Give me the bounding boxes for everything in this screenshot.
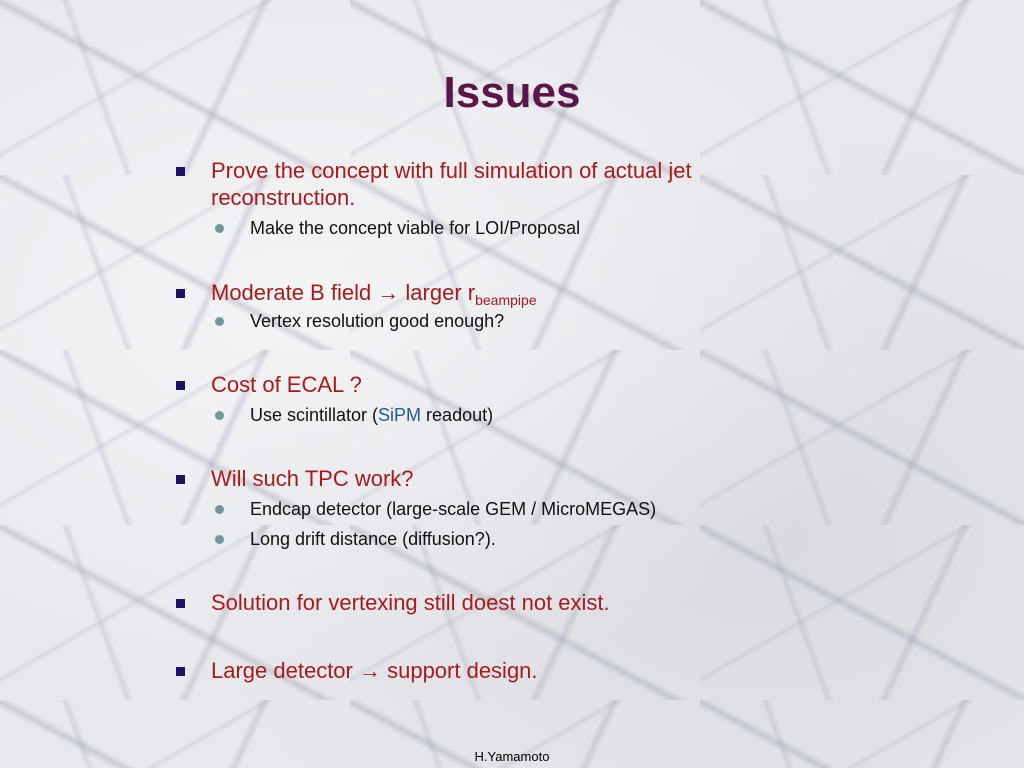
square-bullet-icon xyxy=(176,289,185,298)
bullet-list xyxy=(172,157,992,684)
round-bullet-icon xyxy=(215,535,224,544)
sub-bullet-text: Endcap detector (large-scale GEM / MicroMEGAS) xyxy=(250,499,657,519)
bullet-text: Prove the concept with full simulation of actual jet reconstruction. xyxy=(211,158,692,210)
bullet-item-ecal xyxy=(172,371,992,398)
square-bullet-icon xyxy=(176,167,185,176)
sub-bullet-text: Long drift distance (diffusion?). xyxy=(250,529,496,549)
bullet-text: Large detector → support design. xyxy=(211,658,538,683)
sipm-highlight: SiPM xyxy=(378,405,422,425)
sub-bullet-item xyxy=(172,527,992,551)
sub-bullet-item xyxy=(172,497,992,521)
round-bullet-icon xyxy=(215,505,224,514)
sub-bullet-text: Use scintillator (SiPM readout) xyxy=(250,405,494,425)
bullet-text: Will such TPC work? xyxy=(211,466,414,491)
subscript-text: beampipe xyxy=(475,292,537,308)
bullet-item-support xyxy=(172,657,992,684)
bullet-item-bfield xyxy=(172,279,992,306)
bullet-text: Moderate B field → larger $r_{beampipe}$ xyxy=(211,280,537,308)
round-bullet-icon xyxy=(215,224,224,233)
bullet-text: Cost of ECAL ? xyxy=(211,372,362,397)
round-bullet-icon xyxy=(215,411,224,420)
sub-bullet-text: Make the concept viable for LOI/Proposal xyxy=(250,218,581,238)
bullet-item-concept xyxy=(172,157,811,211)
bullet-item-tpc xyxy=(172,465,992,492)
square-bullet-icon xyxy=(176,381,185,390)
square-bullet-icon xyxy=(176,475,185,484)
sub-bullet-item xyxy=(172,309,992,333)
bullet-text: Solution for vertexing still doest not exist. xyxy=(211,590,610,615)
sub-bullet-item xyxy=(172,403,992,427)
sub-bullet-item xyxy=(172,216,992,240)
sub-bullet-text: Vertex resolution good enough? xyxy=(250,311,505,331)
slide-title: Issues xyxy=(443,68,581,117)
bullet-item-vertexing xyxy=(172,589,992,616)
square-bullet-icon xyxy=(176,599,185,608)
footer-author: H.Yamamoto xyxy=(474,749,550,764)
round-bullet-icon xyxy=(215,317,224,326)
square-bullet-icon xyxy=(176,667,185,676)
